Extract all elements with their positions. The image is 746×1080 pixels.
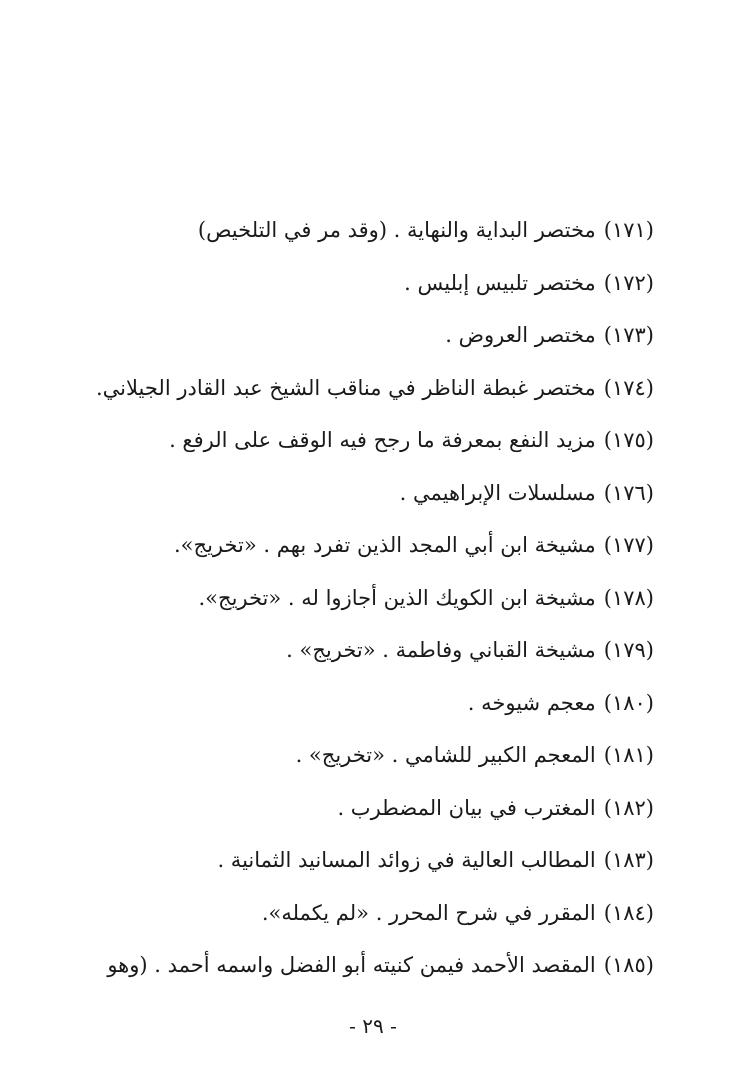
- list-item: [94, 683, 654, 736]
- entry-number: (١٧٥): [603, 428, 654, 452]
- list-item: [94, 840, 654, 893]
- list-item: [94, 788, 654, 841]
- entry-number: (١٨٤): [603, 900, 654, 925]
- entry-number: (١٨٠): [603, 690, 654, 715]
- entry-title: المطالب العالية في زوائد المسانيد الثمانية .: [217, 848, 596, 872]
- list-item: [94, 368, 654, 421]
- entry-title: مختصر غبطة الناظر في مناقب الشيخ عبد القادر الجيلاني.: [95, 375, 596, 400]
- list-item: [94, 945, 654, 998]
- entry-title: معجم شيوخه .: [467, 690, 596, 715]
- list-item: [94, 893, 654, 946]
- entry-title: مسلسلات الإبراهيمي .: [399, 480, 596, 505]
- entry-number: (١٨٥): [603, 953, 654, 977]
- entry-title: مزيد النفع بمعرفة ما رجح فيه الوقف على الرفع .: [169, 428, 596, 452]
- entry-number: (١٧٨): [603, 585, 654, 610]
- entry-number: (١٧١): [603, 218, 654, 242]
- entry-number: (١٨٣): [603, 848, 654, 872]
- list-item: [94, 578, 654, 631]
- list-item: [94, 473, 654, 526]
- list-item: [94, 735, 654, 788]
- entry-number: (١٧٩): [603, 638, 654, 662]
- entry-number: (١٨١): [603, 743, 654, 767]
- entry-title: المقرر في شرح المحرر . «لم يكمله».: [261, 900, 596, 925]
- list-item: [94, 315, 654, 368]
- entry-number: (١٨٢): [603, 795, 654, 820]
- list-item: [94, 420, 654, 473]
- entry-title: مختصر تلبيس إبليس .: [404, 270, 596, 295]
- entry-title: مشيخة ابن أبي المجد الذين تفرد بهم . «تخريج».: [173, 533, 596, 557]
- entry-number: (١٧٦): [603, 480, 654, 505]
- entry-number: (١٧٢): [603, 270, 654, 295]
- book-list: [94, 210, 654, 998]
- entry-title: مشيخة القباني وفاطمة . «تخريج» .: [286, 638, 596, 662]
- entry-number: (١٧٣): [603, 323, 654, 347]
- list-item: [94, 210, 654, 263]
- entry-number: (١٧٧): [603, 533, 654, 557]
- list-item: [94, 525, 654, 578]
- entry-title: مختصر العروض .: [445, 323, 596, 347]
- list-item: [94, 630, 654, 683]
- entry-title: المغترب في بيان المضطرب .: [337, 795, 596, 820]
- entry-title: مختصر البداية والنهاية . (وقد مر في التلخيص): [197, 218, 596, 242]
- entry-title: مشيخة ابن الكويك الذين أجازوا له . «تخريج».: [198, 585, 596, 610]
- list-item: [94, 263, 654, 316]
- entry-title: المعجم الكبير للشامي . «تخريج» .: [295, 743, 596, 767]
- entry-title: المقصد الأحمد فيمن كنيته أبو الفضل واسمه أحمد . (وهو: [107, 953, 596, 977]
- entry-number: (١٧٤): [603, 375, 654, 400]
- page-number: - ٢٩ -: [349, 1014, 397, 1038]
